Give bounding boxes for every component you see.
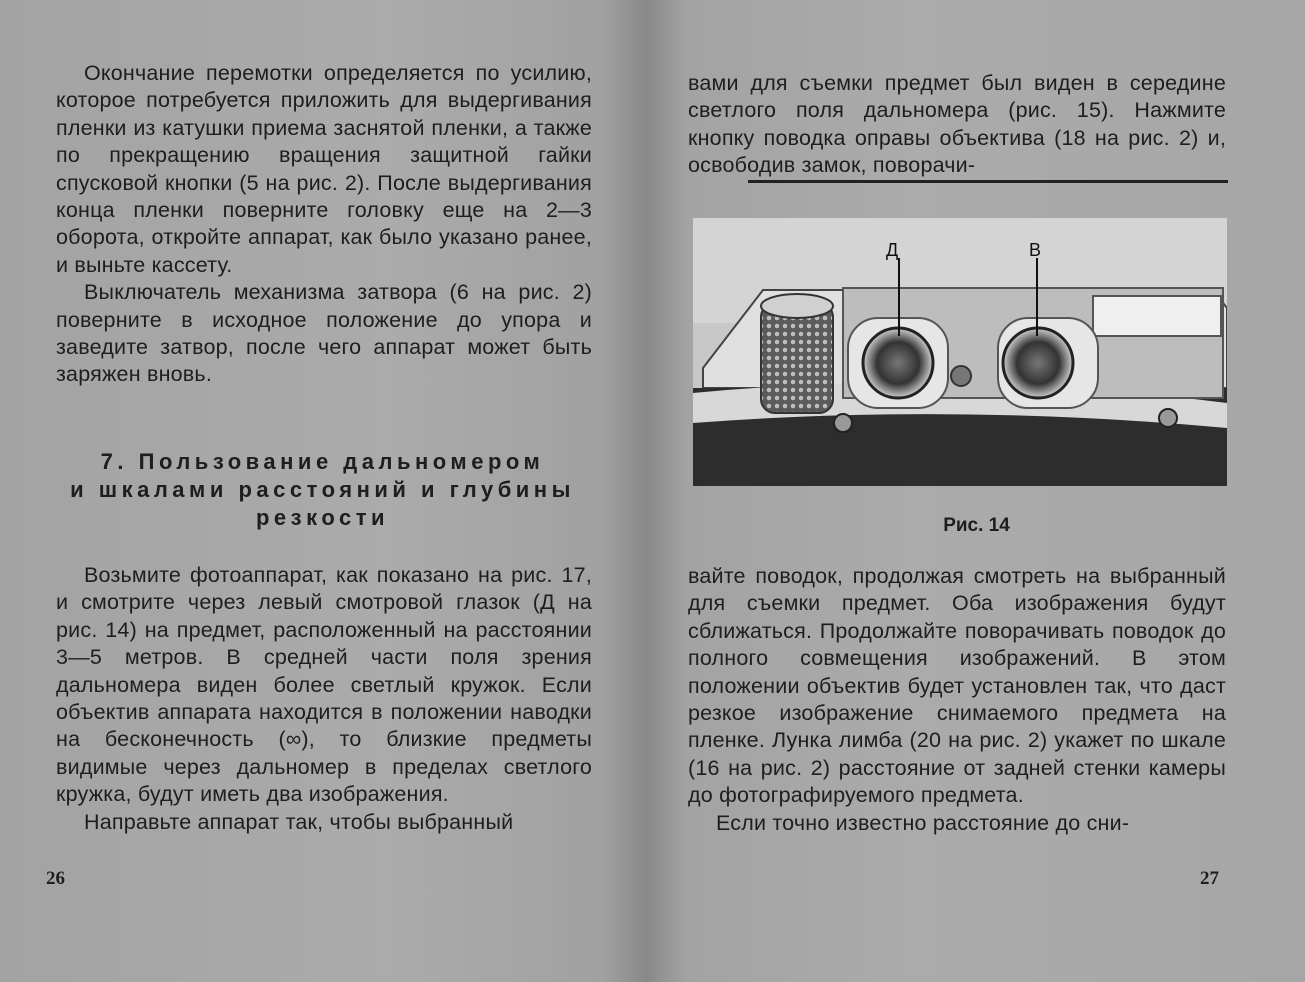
paragraph: Если точно известно расстояние до сни-	[716, 810, 1130, 835]
page-number-right: 27	[1200, 868, 1219, 889]
heading-line-3: резкости	[255, 505, 389, 530]
underline-mark	[748, 180, 1228, 183]
left-text-block-1	[56, 60, 592, 389]
left-text-block-2	[56, 562, 592, 836]
paragraph: Выключатель механизма затвора (6 на рис. 2) поверните в исходное положение до упора и заведите затвор, после чего аппарат может быть заряжен вновь.	[56, 280, 592, 387]
right-text-block-1	[688, 70, 1226, 180]
label-b: В	[1029, 240, 1042, 260]
right-text-block-2	[688, 563, 1226, 837]
paragraph: Окончание перемотки определяется по усилию, которое потребуется приложить для выдергивания пленки из катушки приема заснятой пленки, а также по прекращению вращения защитной гайки спусковой кнопки (5 на рис. 2). После выдергивания конца пленки поверните головку еще на 2—3 оборота, откройте аппарат, как было указано ранее, и выньте кассету.	[56, 61, 592, 277]
right-page	[648, 0, 1305, 982]
heading-line-2: и шкалами расстояний и глубины	[70, 477, 575, 502]
paragraph: Направьте аппарат так, чтобы выбранный	[84, 809, 514, 834]
heading-line-1: 7. Пользование дальномером	[100, 449, 545, 474]
paragraph: вайте поводок, продолжая смотреть на выбранный для съемки предмет. Оба изображения будут сближаться. Продолжайте поворачивать поводок до полного совмещения изображений. В этом положении объектив будет установлен так, что даст резкое изображение снимаемого предмета на пленке. Лунка лимба (20 на рис. 2) укажет по шкале (16 на рис. 2) расстояние от задней стенки камеры до фотографируемого предмета.	[688, 564, 1226, 808]
label-d: Д	[886, 240, 899, 260]
figure-caption: Рис. 14	[943, 515, 1010, 536]
camera-rangefinder-photo	[693, 218, 1227, 486]
paragraph: Возьмите фотоаппарат, как показано на рис. 17, и смотрите через левый смотровой глазок (Д на рис. 14) на предмет, расположенный на расстоянии 3—5 метров. В средней части поля зрения дальномера виден более светлый кружок. Если объектив аппарата находится в положении наводки на бесконечность (∞), то близкие предметы видимые через дальномер в пределах светлого кружка, будут иметь два изображения.	[56, 563, 592, 807]
paragraph: вами для съемки предмет был виден в середине светлого поля дальномера (рис. 15). Нажмите кнопку поводка оправы объектива (18 на рис. 2) и, освободив замок, поворачи-	[688, 71, 1226, 178]
page-number-left: 26	[46, 868, 65, 889]
section-heading	[50, 448, 595, 532]
left-page	[0, 0, 648, 982]
